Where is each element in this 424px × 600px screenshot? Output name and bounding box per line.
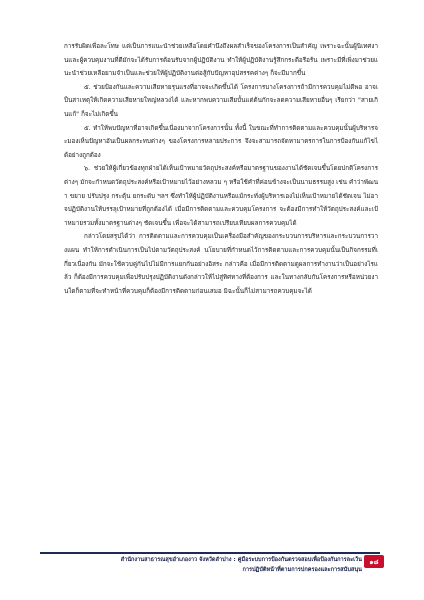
footer-divider <box>40 552 380 554</box>
paragraph-6-clarify-goals: ๖. ช่วยให้ผู้เกี่ยวข้องทุกฝ่ายได้เห็นเป้าหมายวัตถุประสงค์หรือมาตรฐานของงานได้ชัดเจนขึ้นโดยปกติโครงการต่างๆ มักจะกำหนดวัตถุประสงค์หรือเป้าหมายไว้อย่างหลวม ๆ หรือใช้คำที่ค่อนข้างจะเป็นนามธรรมสูง เช่น คำว่าพัฒนา ขยาย ปรับปรุง กระตุ้น ยกระดับ ฯลฯ ซึ่งทำให้ผู้ปฏิบัติงานหรือแม้กระทั่งผู้บริหารเองไม่เห็นเป้าหมายได้ชัดเจน ไม่อาจปฏิบัติงานให้บรรลุเป้าหมายที่ถูกต้องได้ เมื่อมีการติดตามและควบคุมโครงการ จะต้องมีการทำให้วัตถุประสงค์และเป้าหมายรวมทั้งมาตรฐานต่างๆ ชัดเจนขึ้น เพื่อจะได้สามารถเปรียบเทียบผลการควบคุมได้ <box>64 165 378 227</box>
paragraph-summary: กล่าวโดยสรุปได้ว่า การติดตามและการควบคุมเป็นเครื่องมือสำคัญของกระบวนการบริหารและกระบวนการวางแผน ทำให้การดำเนินการเป็นไปตามวัตถุประสงค์ นโยบายที่กำหนดไว้การติดตามและการควบคุมนั้นเป็นกิจกรรมที่เกี่ยวเนื่องกัน มักจะใช้ควบคู่กันไปไม่มีการแยกกันอย่างอิสระ กล่าวคือ เมื่อมีการติดตามดูผลการทำงานว่าเป็นอย่างไรแล้ว ก็ต้องมีการควบคุมเพื่อปรับปรุงปฏิบัติงานดังกล่าวให้ไปสู่ทิศทางที่ต้องการ และในทางกลับกันโครงการหรือหน่วยงานใดก็ตามที่จะทำหน้าที่ควบคุมก็ต้องมีการติดตามก่อนเสมอ มิฉะนั้นก็ไม่สามารถควบคุมจะได้ <box>64 233 378 295</box>
footer-text <box>62 555 362 575</box>
paragraph-5-find-problems: ๕. ทำให้พบปัญหาที่อาจเกิดขึ้นเนื่องมาจากโครงการนั้น ทั้งนี้ ในขณะที่ทำการติดตามและควบคุมนั้นผู้บริหารจะมองเห็นปัญหาอันเป็นผลกระทบต่างๆ ของโครงการหลายประการ จึงจะสามารถจัดหามาตรการในการป้องกันแก้ไขได้อย่างถูกต้อง <box>64 124 378 159</box>
paragraph-5-prevent-damage: ๕. ช่วยป้องกันและความเสียหายรุนแรงที่อาจจะเกิดขึ้นได้ โครงการบางโครงการถ้ามีการควบคุมไม่ดีพอ อาจเป็นสาเหตุให้เกิดความเสียหายใหญ่หลวงได้ และหากพบความเสียบั้นแต่ต้นกักจะลดความเสียหายอื่นๆ เรียกว่า "สายเกินแก้" ก็จะไม่เกิดขึ้น <box>64 83 378 118</box>
body-text <box>64 40 378 298</box>
footer-line-1: สำนักงานสาธารณสุขอำเภองาว จังหวัดลำปาง : คู่มือระบบการป้องกันตรวจสอบเพื่อป้องกันการละเว้น <box>120 557 362 563</box>
paragraph-intro: การรับผิดเพื่อละโทษ แต่เป็นการแนะนำช่วยเหลือโดยคำนึงถึงผลสำเร็จของโครงการเป็นสำคัญ เพราะฉะนั้นผู้นิเทศงานและผู้ควบคุมงานที่ดีมักจะได้รับการต้อนรับจากผู้ปฏิบัติงาน ทำให้ผู้ปฏิบัติงานรู้สึกกระตือรือร้น เพราะมีที่เพิ่งมาช่วยแนะนำช่วยเหลือยามจำเป็นและช่วยให้ผู้ปฏิบัติงานต่อสู้กับปัญหาอุปสรรคต่างๆ ก็จะมีมากขึ้น <box>64 43 378 78</box>
page-number-badge: ๑๘ <box>364 555 384 568</box>
footer-line-2: การปฏิบัติหน้าที่ตามการปกครองและการสนับสนุน <box>242 567 362 573</box>
